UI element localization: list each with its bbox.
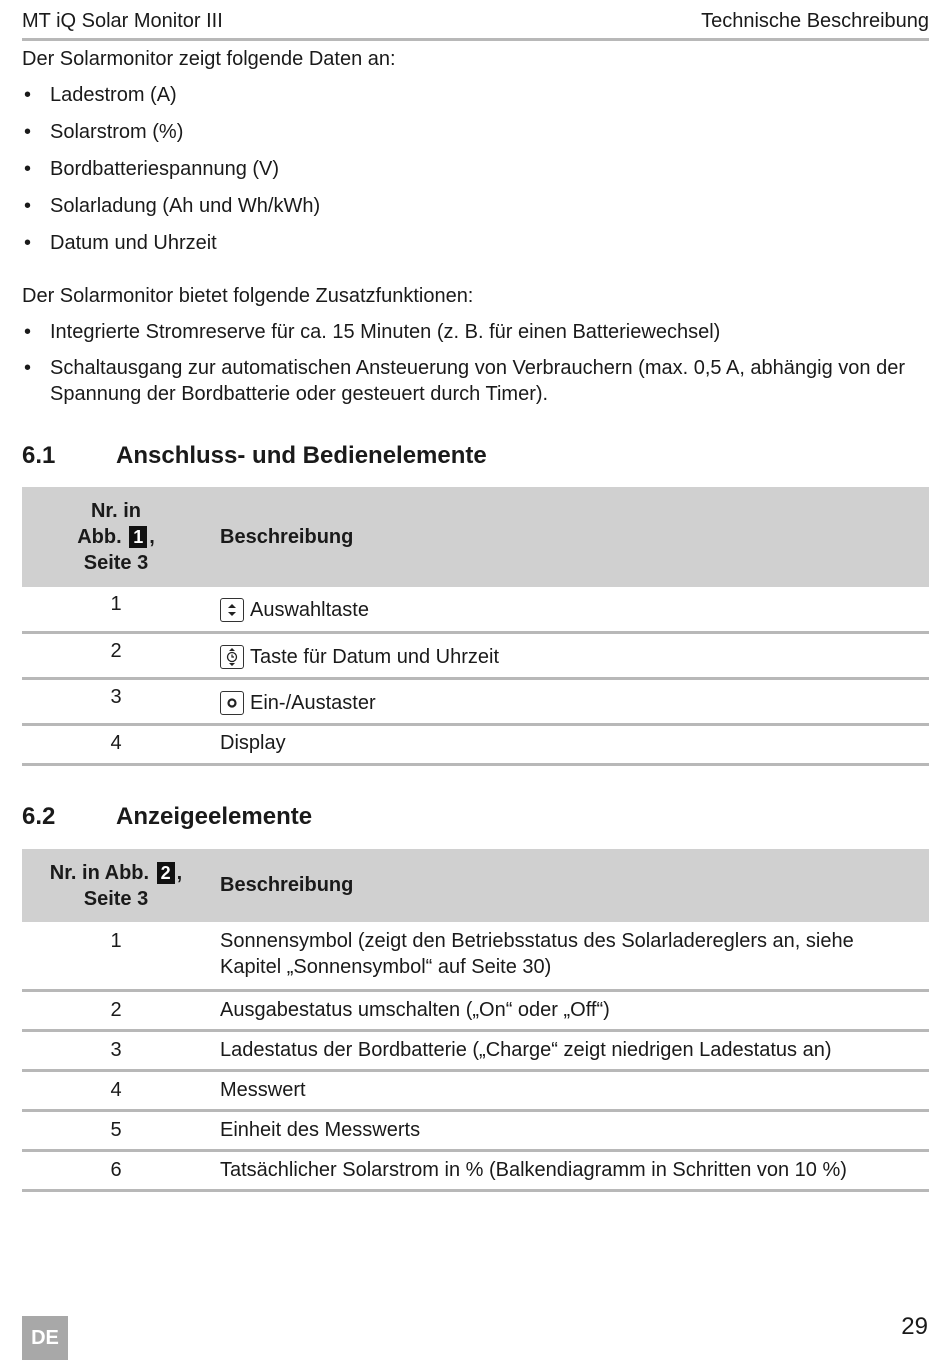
section-title: Anschluss- und Bedienelemente xyxy=(116,442,487,469)
table-row: 6 Tatsächlicher Solarstrom in % (Balkendiagramm in Schritten von 10 %) xyxy=(22,1150,929,1190)
row-description: Ladestatus der Bordbatterie („Charge“ zeigt niedrigen Ladestatus an) xyxy=(210,1030,929,1070)
table-row: 1 Sonnensymbol (zeigt den Betriebsstatus des Solarladereglers an, siehe Kapitel „Sonnensymbol“ auf Seite 30) xyxy=(22,922,929,990)
intro-functions-text: Der Solarmonitor bietet folgende Zusatzfunktionen: xyxy=(22,285,474,307)
row-description: Auswahltaste xyxy=(250,599,369,621)
row-description: Ausgabestatus umschalten („On“ oder „Off“) xyxy=(210,990,929,1030)
table-row: 1 Auswahltaste xyxy=(22,587,929,632)
display-elements-table xyxy=(22,849,929,1192)
page-number: 29 xyxy=(901,1313,928,1340)
list-item: • Bordbatteriespannung (V) xyxy=(22,156,927,182)
column-header-description: Beschreibung xyxy=(210,849,929,922)
row-description: Ein-/Austaster xyxy=(250,691,376,714)
row-description: Display xyxy=(210,724,929,764)
table-row: 5 Einheit des Messwerts xyxy=(22,1110,929,1150)
intro-data-text: Der Solarmonitor zeigt folgende Daten an: xyxy=(22,48,396,70)
list-item: • Ladestrom (A) xyxy=(22,82,927,108)
data-list xyxy=(22,82,927,256)
section-title: Anzeigeelemente xyxy=(116,803,313,830)
table-row: 4 Messwert xyxy=(22,1070,929,1110)
clock-key-icon xyxy=(220,645,244,669)
table-row: 2 Taste für Datum und Uhrzeit xyxy=(22,632,929,678)
list-item: • Datum und Uhrzeit xyxy=(22,230,927,256)
row-description: Sonnensymbol (zeigt den Betriebsstatus des Solarladereglers an, siehe Kapitel „Sonnensymbol“ auf Seite 30) xyxy=(210,922,929,990)
list-item: • Schaltausgang zur automatischen Ansteuerung von Verbrauchern (max. 0,5 A, abhängig von der Spannung der Bordbatterie oder gesteuert durch Timer). xyxy=(22,355,927,407)
figure-badge: 1 xyxy=(129,526,147,548)
section-number: 6.2 xyxy=(22,803,56,830)
row-description: Taste für Datum und Uhrzeit xyxy=(250,645,499,668)
language-badge: DE xyxy=(22,1316,68,1360)
header-product-name: MT iQ Solar Monitor III xyxy=(22,10,223,32)
column-header-nr: Nr. in Abb. 2 , Seite 3 xyxy=(22,849,210,922)
column-header-description: Beschreibung xyxy=(210,487,929,587)
figure-badge: 2 xyxy=(157,862,175,884)
table-row: 3 Ein-/Austaster xyxy=(22,678,929,724)
section-number: 6.1 xyxy=(22,442,56,469)
list-item: • Integrierte Stromreserve für ca. 15 Minuten (z. B. für einen Batteriewechsel) xyxy=(22,319,927,345)
list-item: • Solarladung (Ah und Wh/kWh) xyxy=(22,193,927,219)
table-row: 4 Display xyxy=(22,724,929,764)
updown-key-icon xyxy=(220,598,244,622)
section-heading-6-2 xyxy=(22,802,312,832)
row-description: Einheit des Messwerts xyxy=(210,1110,929,1150)
functions-list xyxy=(22,319,927,407)
power-key-icon xyxy=(220,691,244,715)
page-header xyxy=(22,8,929,41)
header-chapter-title: Technische Beschreibung xyxy=(701,10,929,32)
section-heading-6-1 xyxy=(22,441,487,471)
row-description: Messwert xyxy=(210,1070,929,1110)
controls-table xyxy=(22,487,929,766)
column-header-nr: Nr. in Abb. 1 , Seite 3 xyxy=(22,487,210,587)
table-row: 3 Ladestatus der Bordbatterie („Charge“ zeigt niedrigen Ladestatus an) xyxy=(22,1030,929,1070)
table-row: 2 Ausgabestatus umschalten („On“ oder „Off“) xyxy=(22,990,929,1030)
list-item: • Solarstrom (%) xyxy=(22,119,927,145)
row-description: Tatsächlicher Solarstrom in % (Balkendiagramm in Schritten von 10 %) xyxy=(210,1150,929,1190)
